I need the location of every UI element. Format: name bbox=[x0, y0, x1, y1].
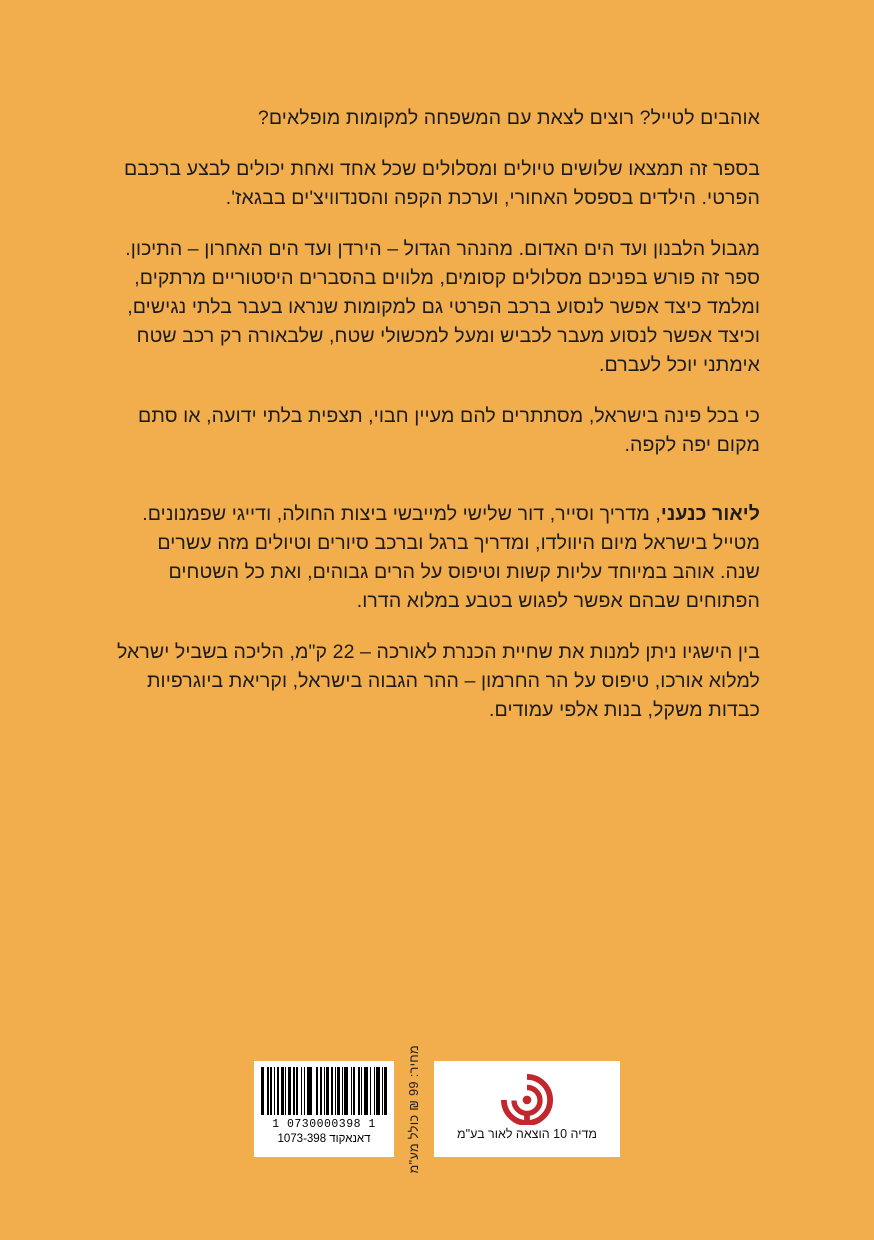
barcode-danacode: דאנאקוד 1073-398 bbox=[277, 1133, 371, 1145]
author-name: ליאור כנעני bbox=[660, 503, 760, 525]
spiral-logo-icon bbox=[498, 1073, 556, 1125]
author-bio-text: , מדריך וסייר, דור שלישי למייבשי ביצות החולה, ודייגי שפמנונים. מטייל בישראל מיום היוולדו, ומדריך ברגל וברכב סיורים וטיולים מזה עשרים שנה. אוהב במיוחד עליות קשות וטיפוס על הרים גבוהים, ואת כל השטחים הפתוחים שבהם אפשר לפגוש בטבע במלוא הדרו. bbox=[142, 503, 760, 612]
blurb-paragraph-2: בספר זה תמצאו שלושים טיולים ומסלולים שכל אחד ואחת יכולים לבצע ברכבם הפרטי. הילדים בספסל האחורי, וערכת הקפה והסנדוויצ'ים בבגאז'. bbox=[123, 158, 760, 209]
author-bio bbox=[114, 500, 760, 616]
barcode-block bbox=[254, 1061, 394, 1157]
barcode-icon bbox=[261, 1067, 387, 1115]
blurb-paragraph-4: כי בכל פינה בישראל, מסתתרים להם מעיין חבוי, תצפית בלתי ידועה, או סתם מקום יפה לקפה. bbox=[138, 405, 760, 456]
blurb-paragraph-3: מגבול הלבנון ועד הים האדום. מהנהר הגדול – הירדן ועד הים האחרון – התיכון. ספר זה פורש בפניכם מסלולים קסומים, מלווים בהסברים היסטוריים מרתקים, ומלמד כיצד אפשר לנסוע ברכב הפרטי גם למקומות שנראו בעבר בלתי נגישים, וכיצד אפשר לנסוע מעבר לכביש ומעל למכשולי שטח, שלבאורה רק רכב שטח אימתני יוכל לעברם. bbox=[125, 238, 760, 376]
footer-bar bbox=[0, 1044, 874, 1174]
blurb-paragraph-1: אוהבים לטייל? רוצים לצאת עם המשפחה למקומות מופלאים? bbox=[257, 107, 760, 129]
barcode-number: 1 0730000398 1 bbox=[272, 1118, 376, 1131]
price-block bbox=[404, 1044, 424, 1174]
blurb-text-block bbox=[114, 104, 760, 747]
publisher-caption: מדיה 10 הוצאה לאור בע"מ bbox=[457, 1127, 597, 1141]
publisher-block bbox=[434, 1061, 620, 1157]
price-label: מחיר: 99 ₪ כולל מע"מ bbox=[407, 1044, 421, 1174]
author-achievements: בין הישגיו ניתן למנות את שחיית הכנרת לאורכה – 22 ק"מ, הליכה בשביל ישראל למלוא אורכו, טיפוס על הר החרמון – ההר הגבוה בישראל, וקריאת ביוגרפיות כבדות משקל, בנות אלפי עמודים. bbox=[116, 641, 760, 721]
